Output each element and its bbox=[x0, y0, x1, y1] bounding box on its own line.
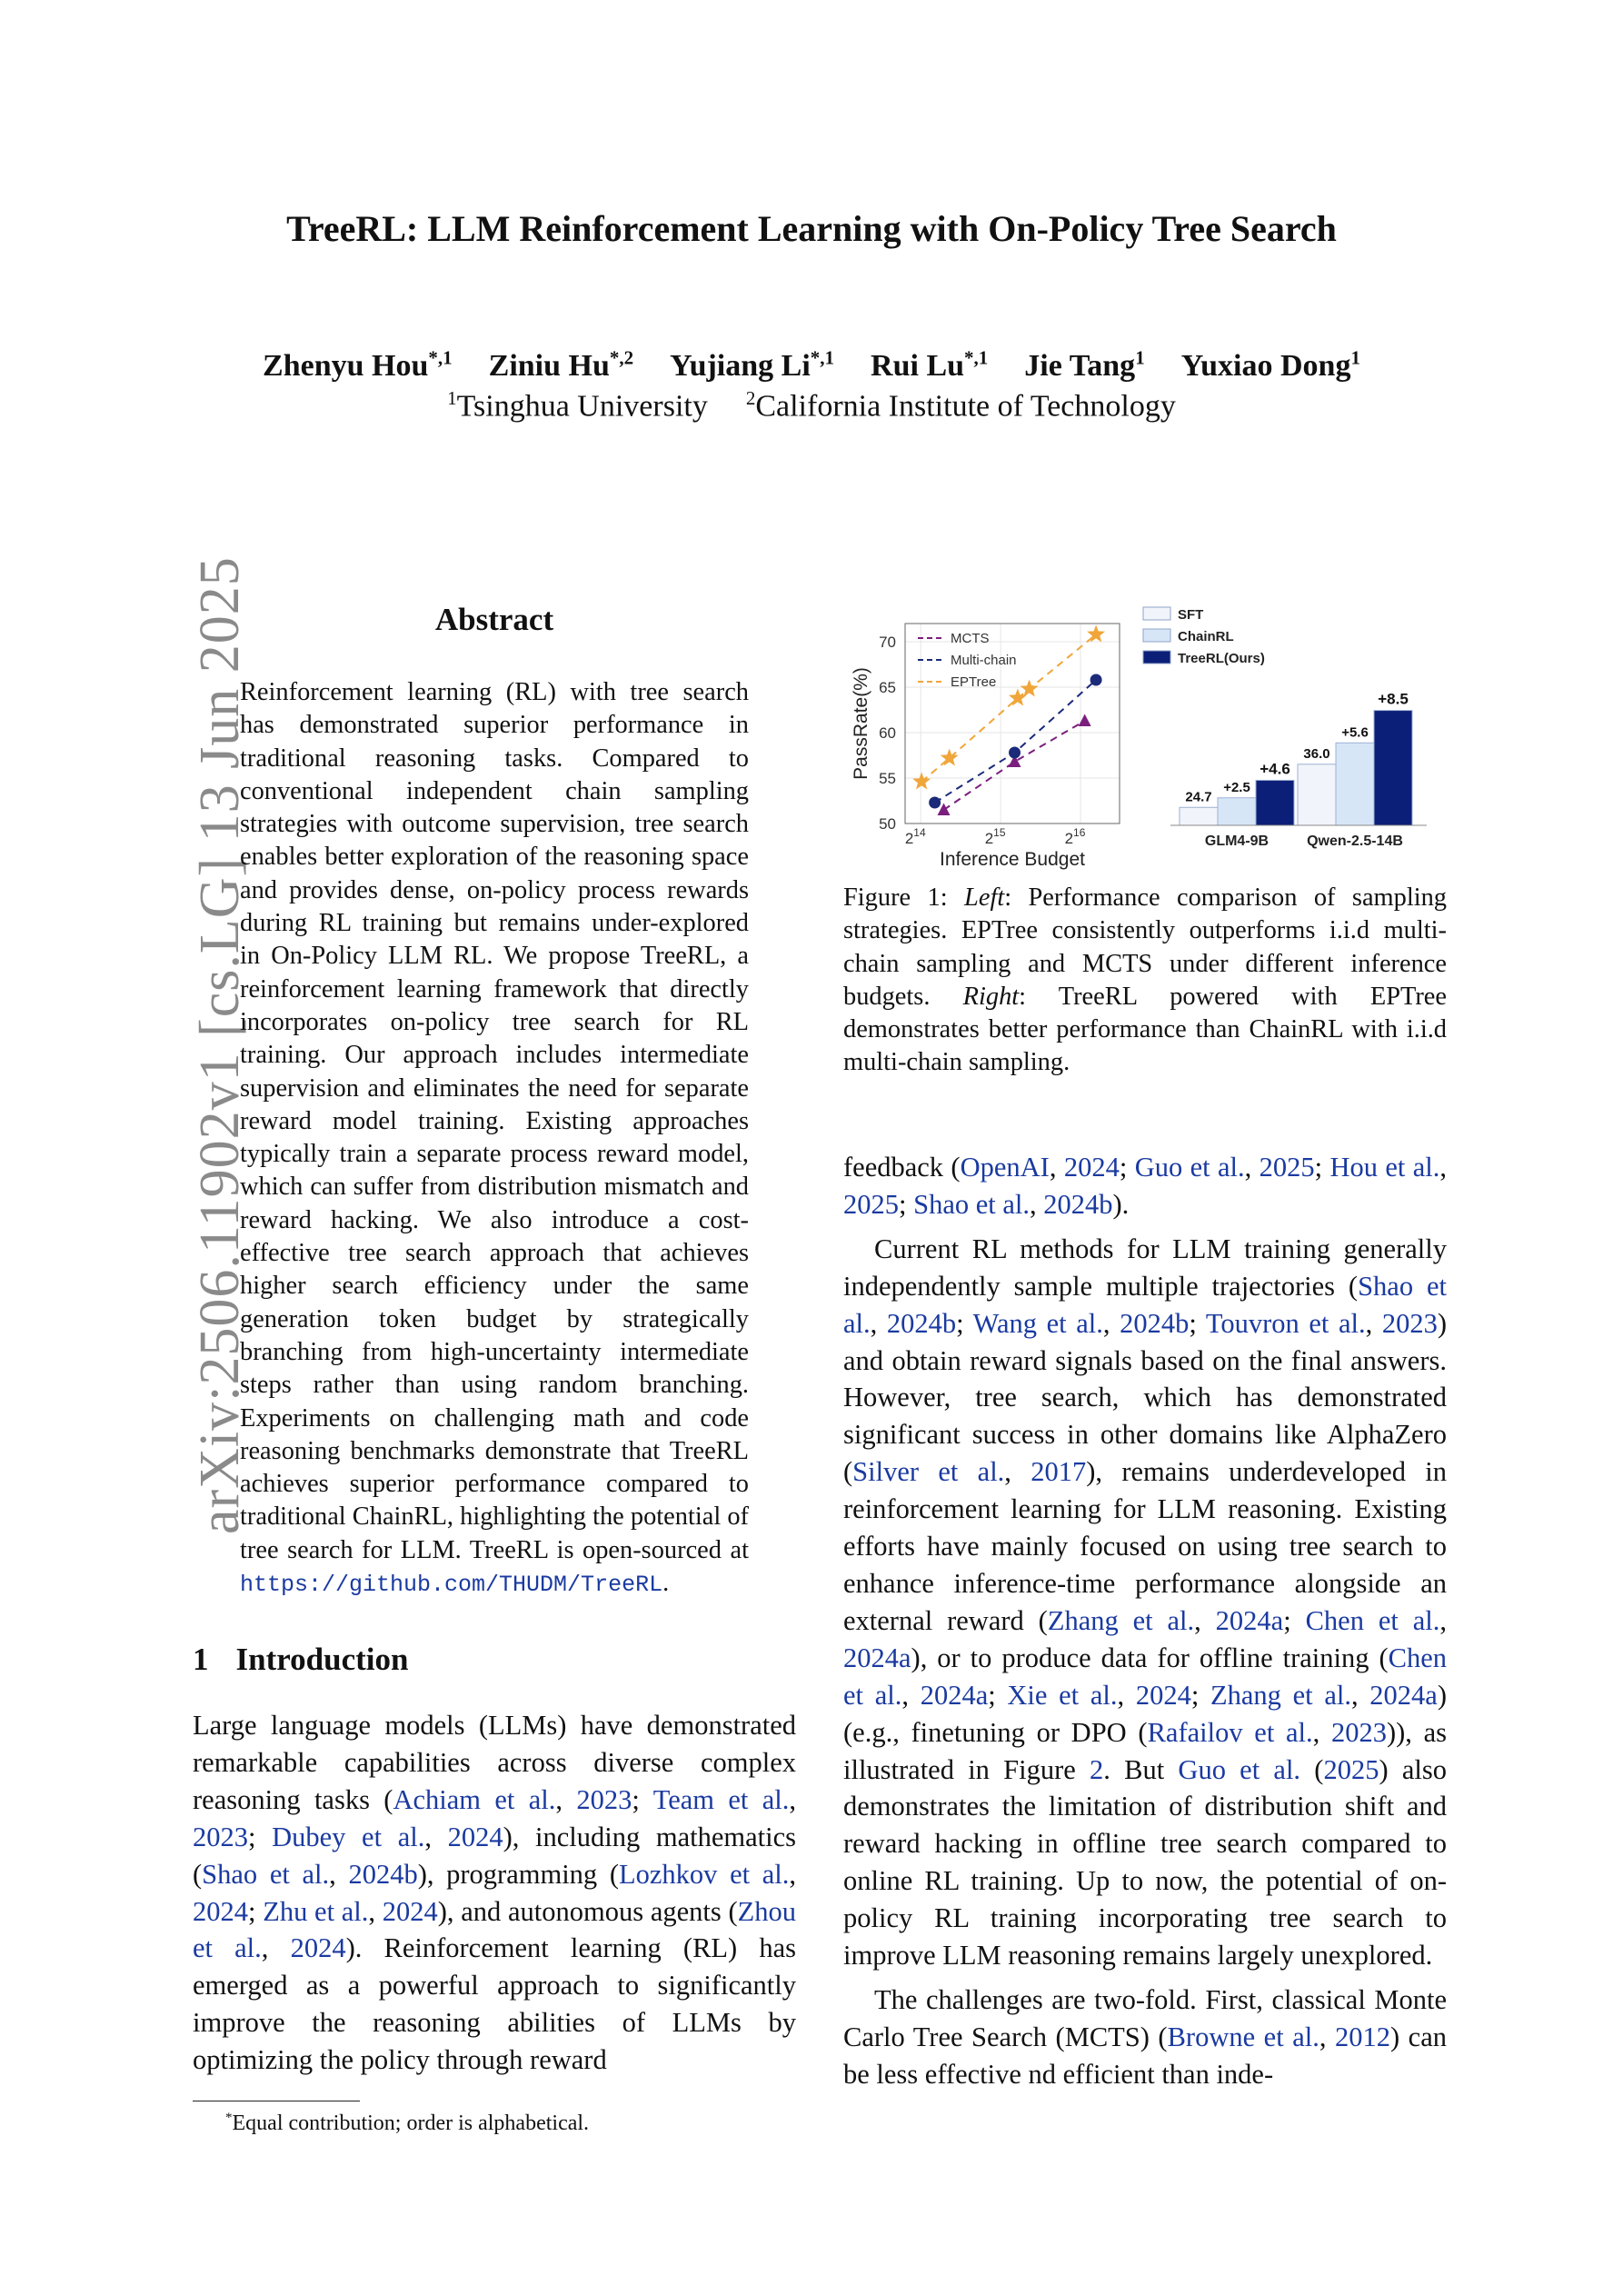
text-run: ; bbox=[956, 1307, 973, 1339]
author-affiliation-marker: 1 bbox=[1135, 347, 1145, 369]
bar bbox=[1180, 807, 1218, 825]
x-tick-label bbox=[985, 826, 1006, 847]
citation-link[interactable]: Zhou et al. bbox=[193, 1895, 797, 1964]
citation-link[interactable]: 2024 bbox=[1135, 1679, 1191, 1711]
citation-link[interactable]: 2023 bbox=[1330, 1716, 1387, 1748]
abstract-paragraph: Reinforcement learning (RL) with tree search has demonstrated superior performance in traditional reasoning tasks. Compared to conventional independent chain sampling strategies with outcome supervision, tree search enables better exploration of the reasoning space and provides dense, on-policy process rewards during RL training but remains under-explored in On-Policy LLM RL. We propose TreeRL, a reinforcement learning framework that directly incorporates on-policy tree search for RL training. Our approach includes intermediate supervision and eliminates the need for separate reward model training. Existing approaches typically train a separate process reward model, which can suffer from distribution mismatch and reward hacking. We also introduce a cost-effective tree search approach that achieves higher search efficiency under the same generation token budget by strategically branching from high-uncertainty intermediate steps rather than using random branching. Experiments on challenging math and code reasoning benchmarks demonstrate that TreeRL achieves superior performance compared to traditional ChainRL, highlighting the potential of tree search for LLM. TreeRL is open-sourced at bbox=[240, 678, 749, 1564]
text-run: , bbox=[789, 1783, 797, 1815]
citation-link[interactable]: 2 bbox=[1090, 1753, 1104, 1785]
figure-caption bbox=[843, 882, 1447, 1080]
bar-value-label: +4.6 bbox=[1260, 760, 1290, 778]
citation-link[interactable]: 2024b bbox=[1043, 1188, 1113, 1220]
citation-link[interactable]: Silver et al. bbox=[852, 1456, 1005, 1488]
text-run: ; bbox=[988, 1679, 1008, 1711]
text-run: )), as illustrated in Figure bbox=[843, 1716, 1448, 1785]
author-list bbox=[182, 347, 1441, 384]
bar bbox=[1374, 711, 1412, 825]
citation-link[interactable]: 2024a bbox=[920, 1679, 989, 1711]
text-run: , bbox=[870, 1307, 887, 1339]
citation-link[interactable]: 2025 bbox=[843, 1188, 899, 1220]
bar bbox=[1218, 798, 1256, 825]
right-column-text bbox=[843, 1149, 1447, 2093]
citation-link[interactable]: 2025 bbox=[1323, 1753, 1379, 1785]
text-run: . But bbox=[1103, 1753, 1179, 1785]
emphasis: Left bbox=[964, 883, 1005, 912]
text-run: ; bbox=[899, 1188, 914, 1220]
citation-link[interactable]: Dubey et al. bbox=[272, 1821, 425, 1852]
citation-link[interactable]: 2017 bbox=[1031, 1456, 1087, 1488]
author-name: Jie Tang bbox=[1024, 349, 1136, 384]
author bbox=[1181, 349, 1360, 383]
text-run: , bbox=[1439, 1604, 1447, 1636]
arxiv-identifier-stamp: arXiv:2506.11902v1 [cs.LG] 13 Jun 2025 bbox=[189, 556, 251, 1534]
citation-link[interactable]: Achiam et al. bbox=[393, 1783, 556, 1815]
paper-title: TreeRL: LLM Reinforcement Learning with On-Policy Tree Search bbox=[286, 208, 1337, 249]
legend-label: SFT bbox=[1178, 607, 1204, 623]
citation-link[interactable]: 2024a bbox=[1369, 1679, 1438, 1711]
text-run: , bbox=[368, 1895, 383, 1927]
affiliation-name: California Institute of Technology bbox=[755, 389, 1176, 424]
affiliation-marker: 2 bbox=[745, 387, 756, 409]
bar bbox=[1256, 780, 1294, 825]
legend-swatch bbox=[1143, 607, 1170, 620]
citation-link[interactable]: Shao et al. bbox=[913, 1188, 1031, 1220]
text-run: ). bbox=[1112, 1188, 1130, 1220]
text-run: ), including mathematics ( bbox=[193, 1821, 796, 1890]
abstract-heading: Abstract bbox=[434, 602, 554, 637]
text-run: ; bbox=[248, 1895, 264, 1927]
author-affiliation-marker: *,1 bbox=[428, 347, 453, 369]
circle-marker bbox=[1090, 674, 1102, 686]
bar-value-label: +5.6 bbox=[1341, 724, 1369, 741]
text-run: , bbox=[1244, 1152, 1260, 1183]
text-run: ( bbox=[1300, 1753, 1324, 1785]
citation-link[interactable]: 2012 bbox=[1335, 2021, 1390, 2052]
category-label: Qwen-2.5-14B bbox=[1307, 834, 1403, 849]
x-tick-exponent: 16 bbox=[1073, 826, 1086, 839]
citation-link[interactable]: Zhang et al. bbox=[1047, 1604, 1195, 1636]
text-run: , bbox=[1319, 2021, 1335, 2052]
author-name: Rui Lu bbox=[871, 349, 965, 384]
text-run: feedback ( bbox=[843, 1152, 961, 1183]
text-run: Current RL methods for LLM training generally independently sample multiple trajectories ( bbox=[843, 1233, 1447, 1302]
paragraph-challenges bbox=[843, 1982, 1447, 2093]
text-run: , bbox=[555, 1783, 577, 1815]
author bbox=[263, 349, 453, 383]
y-tick-label: 55 bbox=[879, 770, 896, 787]
text-run: ; bbox=[1190, 1679, 1210, 1711]
x-tick-base: 2 bbox=[1064, 830, 1074, 847]
legend-label: MCTS bbox=[951, 631, 990, 646]
legend-label: TreeRL(Ours) bbox=[1178, 651, 1265, 666]
y-tick-label: 70 bbox=[879, 634, 896, 651]
bar bbox=[1298, 764, 1336, 825]
bar bbox=[1336, 743, 1374, 825]
abstract-end-punctuation: . bbox=[662, 1569, 670, 1598]
author-name: Zhenyu Hou bbox=[263, 349, 429, 384]
text-run: ) can be less effective nd efficient than inde- bbox=[843, 2021, 1448, 2090]
citation-link[interactable]: 2024a bbox=[1215, 1604, 1284, 1636]
citation-link[interactable]: Guo et al. bbox=[1134, 1152, 1245, 1183]
citation-link[interactable]: Lozhkov et al. bbox=[619, 1858, 790, 1890]
y-tick-label: 65 bbox=[879, 679, 896, 696]
citation-link[interactable]: 2024 bbox=[1063, 1152, 1120, 1183]
text-run: , bbox=[329, 1858, 349, 1890]
text-run: ) and obtain reward signals based on the final answers. However, tree search, which has demonstrated significant success in other domains like AlphaZero ( bbox=[843, 1307, 1447, 1488]
legend-label: Multi-chain bbox=[951, 653, 1017, 668]
text-run: , bbox=[1312, 1716, 1331, 1748]
affiliation-list bbox=[182, 387, 1441, 424]
text-run: ; bbox=[1119, 1152, 1135, 1183]
footnote-marker: * bbox=[225, 2111, 233, 2125]
text-run: ), programming ( bbox=[417, 1858, 619, 1890]
citation-link[interactable]: 2024b bbox=[886, 1307, 957, 1339]
text-run: Figure 1: bbox=[843, 883, 965, 912]
text-run: : TreeRL powered with EPTree demonstrates better performance than ChainRL with i.i.d multi-chain sampling. bbox=[843, 982, 1447, 1077]
text-run: , bbox=[1004, 1456, 1031, 1488]
section-heading-introduction bbox=[193, 1642, 408, 1678]
citation-link[interactable]: Hou et al. bbox=[1329, 1152, 1440, 1183]
citation-link[interactable]: Chen et al. bbox=[1305, 1604, 1440, 1636]
author bbox=[670, 349, 834, 383]
emphasis: Right bbox=[962, 982, 1020, 1011]
circle-marker bbox=[1009, 747, 1021, 759]
paragraph-current-methods bbox=[843, 1231, 1447, 1974]
bar-chart-rl-comparison bbox=[1143, 607, 1427, 849]
text-run: The challenges are two-fold. First, classical Monte Carlo Tree Search (MCTS) ( bbox=[843, 1983, 1447, 2052]
citation-link[interactable]: Zhang et al. bbox=[1210, 1679, 1351, 1711]
y-tick-label: 50 bbox=[879, 815, 896, 833]
text-run: , bbox=[1102, 1307, 1120, 1339]
author bbox=[489, 349, 634, 383]
legend-label: EPTree bbox=[951, 674, 997, 690]
text-run: , bbox=[789, 1858, 797, 1890]
x-tick-base: 2 bbox=[984, 830, 994, 847]
citation-link[interactable]: 2024 bbox=[290, 1932, 346, 1964]
y-axis-label: PassRate(%) bbox=[851, 667, 871, 780]
citation-link[interactable]: 2024 bbox=[447, 1821, 503, 1852]
text-run: , bbox=[1350, 1679, 1370, 1711]
affiliation-marker: 1 bbox=[447, 387, 457, 409]
bar-value-label: +8.5 bbox=[1378, 690, 1409, 708]
text-run: ; bbox=[1314, 1152, 1330, 1183]
citation-link[interactable]: 2024b bbox=[1120, 1307, 1190, 1339]
citation-link[interactable]: Touvron et al. bbox=[1205, 1307, 1366, 1339]
text-run: , bbox=[1365, 1307, 1382, 1339]
citation-link[interactable]: Shao et al. bbox=[202, 1858, 330, 1890]
x-tick-base: 2 bbox=[904, 830, 914, 847]
x-tick-label bbox=[1065, 826, 1086, 847]
text-run: Large language models (LLMs) have demonstrated remarkable capabilities across diverse complex reasoning tasks ( bbox=[193, 1710, 796, 1815]
citation-link[interactable]: 2024b bbox=[348, 1858, 418, 1890]
repository-link[interactable]: https://github.com/THUDM/TreeRL bbox=[240, 1572, 663, 1599]
author-affiliation-marker: *,1 bbox=[810, 347, 835, 369]
legend-label: ChainRL bbox=[1178, 629, 1234, 644]
citation-link[interactable]: Browne et al. bbox=[1167, 2021, 1319, 2052]
citation-link[interactable]: Xie et al. bbox=[1007, 1679, 1118, 1711]
line-chart-passrate bbox=[851, 624, 1120, 870]
author-affiliation-marker: 1 bbox=[1350, 347, 1360, 369]
citation-link[interactable]: 2023 bbox=[1381, 1307, 1438, 1339]
footnote bbox=[225, 2111, 589, 2136]
author bbox=[871, 349, 988, 383]
bar-value-label: 24.7 bbox=[1185, 789, 1212, 805]
citation-link[interactable]: 2024 bbox=[382, 1895, 438, 1927]
citation-link[interactable]: Guo et al. bbox=[1178, 1753, 1301, 1785]
x-axis-label: Inference Budget bbox=[940, 849, 1085, 870]
text-run: ) (e.g., finetuning or DPO ( bbox=[843, 1679, 1448, 1748]
citation-link[interactable]: OpenAI bbox=[960, 1152, 1050, 1183]
citation-link[interactable]: 2023 bbox=[193, 1821, 248, 1852]
citation-link[interactable]: Rafailov et al. bbox=[1147, 1716, 1313, 1748]
text-run: ) also demonstrates the limitation of distribution shift and reward hacking in offline tree search compared to online RL training. Up to now, the potential of on-policy RL training incorporating tree search to improve LLM reasoning remains largely unexplored. bbox=[843, 1753, 1447, 1972]
author-affiliation-marker: *,1 bbox=[964, 347, 989, 369]
author-name: Yujiang Li bbox=[670, 349, 811, 384]
introduction-paragraph bbox=[193, 1707, 796, 2079]
text-run: , bbox=[1194, 1604, 1216, 1636]
citation-link[interactable]: Wang et al. bbox=[972, 1307, 1103, 1339]
x-tick-exponent: 15 bbox=[993, 826, 1006, 839]
text-run: ), and autonomous agents ( bbox=[437, 1895, 738, 1927]
citation-link[interactable]: 2025 bbox=[1259, 1152, 1315, 1183]
legend-swatch bbox=[1143, 651, 1170, 664]
y-tick-label: 60 bbox=[879, 724, 896, 742]
citation-link[interactable]: Team et al. bbox=[652, 1783, 790, 1815]
text-run: , bbox=[261, 1932, 291, 1964]
author-name: Yuxiao Dong bbox=[1180, 349, 1351, 384]
section-number: 1 bbox=[193, 1642, 209, 1677]
bar-chart-legend bbox=[1143, 607, 1265, 666]
text-run: ), or to produce data for offline training ( bbox=[911, 1642, 1389, 1673]
text-run: ; bbox=[248, 1821, 273, 1852]
text-run: ), remains underdeveloped in reinforcement learning for LLM reasoning. Existing efforts have mainly focused on using tree search to enhance inference-time performance alongside an external reward ( bbox=[843, 1456, 1447, 1636]
x-tick-exponent: 14 bbox=[913, 826, 926, 839]
author-affiliation-marker: *,2 bbox=[609, 347, 634, 369]
text-run: : Performance comparison of sampling strategies. EPTree consistently outperforms i.i.d multi-chain sampling and MCTS under different inference budgets. bbox=[843, 883, 1447, 1011]
text-run: , bbox=[901, 1679, 921, 1711]
text-run: , bbox=[1049, 1152, 1064, 1183]
citation-link[interactable]: Shao et al. bbox=[843, 1270, 1448, 1339]
footnote-text: Equal contribution; order is alphabetical. bbox=[232, 2111, 590, 2135]
abstract-text bbox=[240, 676, 749, 1602]
text-run: ). Reinforcement learning (RL) has emerged as a powerful approach to significantly improve the reasoning abilities of LLMs by optimizing the policy through reward bbox=[193, 1932, 796, 2076]
legend-swatch bbox=[1143, 629, 1170, 642]
citation-link[interactable]: 2024a bbox=[843, 1642, 911, 1673]
citation-link[interactable]: Zhu et al. bbox=[263, 1895, 369, 1927]
bar-group-glm4-9b bbox=[1180, 760, 1294, 849]
author-name: Ziniu Hu bbox=[488, 349, 610, 384]
text-run: , bbox=[1439, 1152, 1447, 1183]
text-run: ; bbox=[1283, 1604, 1306, 1636]
circle-marker bbox=[929, 797, 941, 809]
citation-link[interactable]: 2023 bbox=[576, 1783, 632, 1815]
citation-link[interactable]: Chen et al. bbox=[843, 1642, 1447, 1711]
citation-link[interactable]: 2024 bbox=[193, 1895, 248, 1927]
bar-value-label: 36.0 bbox=[1303, 745, 1330, 762]
text-run: , bbox=[1030, 1188, 1044, 1220]
category-label: GLM4-9B bbox=[1204, 834, 1270, 849]
text-run: , bbox=[424, 1821, 448, 1852]
affiliation-name: Tsinghua University bbox=[456, 389, 708, 424]
text-run: ; bbox=[1189, 1307, 1206, 1339]
bar-value-label: +2.5 bbox=[1223, 779, 1250, 795]
text-run: ; bbox=[632, 1783, 653, 1815]
section-title: Introduction bbox=[235, 1642, 409, 1677]
figure-1 bbox=[845, 602, 1445, 883]
text-run: , bbox=[1117, 1679, 1136, 1711]
x-tick-label bbox=[905, 826, 926, 847]
paragraph-feedback bbox=[843, 1149, 1447, 1223]
author bbox=[1024, 349, 1144, 383]
